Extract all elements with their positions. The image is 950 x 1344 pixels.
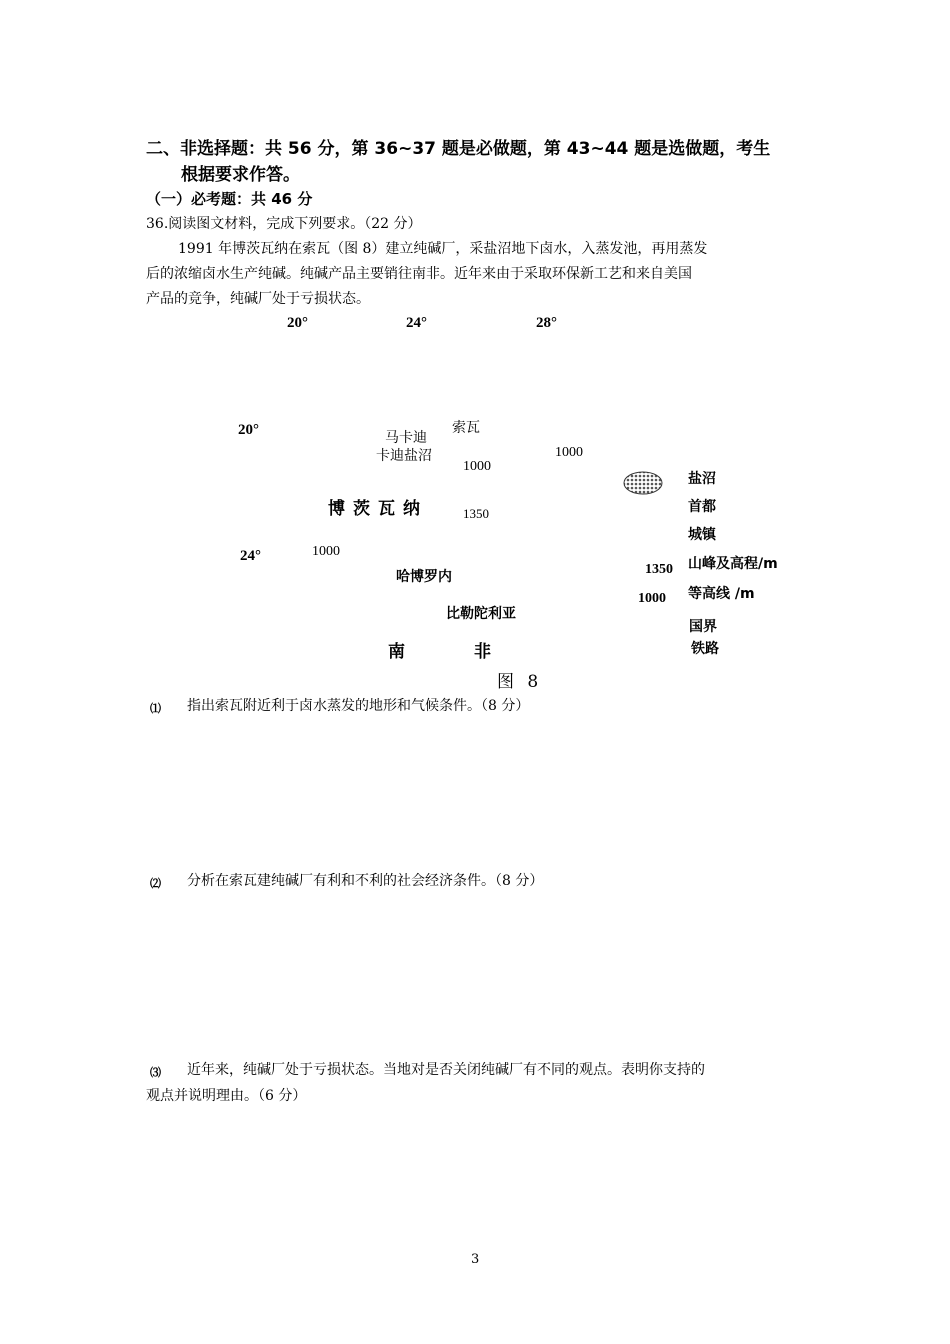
sub-question-2: 分析在索瓦建纯碱厂有利和不利的社会经济条件。（8 分） (187, 873, 544, 889)
legend-capital: 首都 (688, 499, 716, 515)
longitude-label: 28° (536, 315, 557, 331)
country-botswana: 博茨瓦纳 (328, 499, 428, 519)
contour-value: 1000 (555, 445, 583, 460)
material-paragraph-line1: 1991 年博茨瓦纳在索瓦（图 8）建立纯碱厂，采盐沼地下卤水，入蒸发池，再用蒸发 (178, 241, 708, 257)
country-south-africa-1: 南 (388, 642, 413, 662)
question-title: 36.阅读图文材料，完成下列要求。（22 分） (146, 216, 422, 232)
place-makgadikgadi-line1: 马卡迪 (385, 430, 427, 446)
legend-contour-value: 1000 (638, 591, 666, 606)
section-heading-line2: 根据要求作答。 (181, 165, 300, 185)
question-marker: ⑶ (150, 1066, 161, 1079)
question-marker: ⑵ (150, 877, 161, 890)
country-south-africa-2: 非 (474, 642, 499, 662)
place-sowa: 索瓦 (452, 420, 480, 436)
legend-peak: 山峰及高程/m (688, 556, 778, 572)
latitude-label: 20° (238, 422, 259, 438)
place-makgadikgadi-line2: 卡迪盐沼 (376, 448, 432, 464)
contour-value: 1000 (312, 544, 340, 559)
latitude-label: 24° (240, 548, 261, 564)
legend-border: 国界 (689, 619, 717, 635)
sub-question-3-line1: 近年来，纯碱厂处于亏损状态。当地对是否关闭纯碱厂有不同的观点。表明你支持的 (187, 1062, 705, 1078)
place-pretoria: 比勒陀利亚 (446, 606, 516, 622)
subsection-heading: （一）必考题：共 46 分 (146, 190, 313, 208)
contour-value: 1000 (463, 459, 491, 474)
peak-elevation: 1350 (463, 506, 489, 521)
legend-contour: 等高线 /m (688, 586, 755, 602)
place-gaborone: 哈博罗内 (396, 569, 452, 585)
sub-question-3-line2: 观点并说明理由。（6 分） (146, 1088, 307, 1104)
material-paragraph-line2: 后的浓缩卤水生产纯碱。纯碱产品主要销往南非。近年来由于采取环保新工艺和来自美国 (146, 266, 692, 282)
section-heading-line1: 二、非选择题：共 56 分，第 36~37 题是必做题，第 43~44 题是选做题，考生 (146, 139, 771, 159)
figure-caption: 图 8 (497, 672, 543, 692)
legend-peak-value: 1350 (645, 562, 673, 577)
legend-salt-pan: 盐沼 (688, 471, 716, 487)
longitude-label: 20° (287, 315, 308, 331)
page-number: 3 (471, 1252, 480, 1267)
material-paragraph-line3: 产品的竞争，纯碱厂处于亏损状态。 (146, 291, 370, 307)
legend-town: 城镇 (688, 527, 716, 543)
longitude-label: 24° (406, 315, 427, 331)
question-marker: ⑴ (150, 702, 161, 715)
legend-railway: 铁路 (691, 641, 719, 657)
sub-question-1: 指出索瓦附近利于卤水蒸发的地形和气候条件。（8 分） (187, 698, 530, 714)
salt-pan-legend-icon (622, 470, 664, 496)
